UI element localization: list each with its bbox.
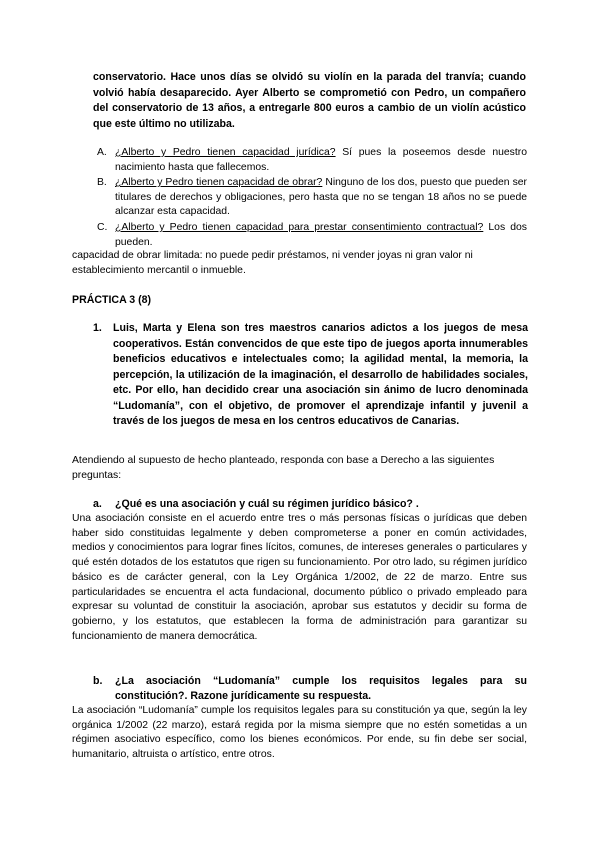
- answer-a: Una asociación consiste en el acuerdo entre tres o más personas físicas o jurídicas que deben haber sido constituidas legalmente y deben comprometerse a poner en común actividades, medios y conocimientos para lograr fines lícitos, comunes, de intereses generales o particulares y qué estén dotados de los estatutos que rigen su funcionamiento. Por otro lado, su régimen jurídico básico es de carácter general, con la Ley Orgánica 1/2002, de 22 de marzo. Entre sus particularidades se encuentra el acta fundacional, documento público o privado empleado para expresar su voluntad de constituir la asociación, aprobar sus estatutos y decidir su forma de gobierno, y los estatutos, que establecen la forma de administración para garantizar su funcionamiento de manera democrática.: [72, 513, 527, 642]
- list-marker: b.: [93, 675, 103, 687]
- case-continuation-paragraph: conservatorio. Hace unos días se olvidó su violín en la parada del tranvía; cuando volvió había desaparecido. Ayer Alberto se comprometió con Pedro, un compañero del conservatorio de 13 años, a entregarle 800 euros a cambio de un violín acústico que este último no utilizaba.: [93, 71, 526, 130]
- list-marker: C.: [97, 221, 108, 233]
- answer-text: Sí pues la poseemos desde nuestro nacimiento hasta que fallecemos.: [115, 147, 527, 173]
- question-text: ¿Alberto y Pedro tienen capacidad jurídica?: [115, 147, 336, 158]
- list-item: [93, 321, 528, 430]
- practice-case-list: [93, 321, 528, 430]
- list-marker: a.: [93, 498, 102, 510]
- list-item: [75, 176, 527, 220]
- list-item: [75, 146, 527, 175]
- question-text: ¿Alberto y Pedro tienen capacidad para prestar consentimiento contractual?: [115, 221, 484, 233]
- answer-text: Ninguno de los dos, puesto que pueden ser titulares de derechos y obligaciones, pero hasta que no se tengan 18 años no se puede alcanzar esta capacidad.: [115, 177, 527, 218]
- list-item: [75, 221, 527, 250]
- question-text: ¿Alberto y Pedro tienen capacidad de obrar?: [115, 177, 323, 189]
- question-text: ¿Qué es una asociación y cuál su régimen jurídico básico? .: [115, 498, 419, 510]
- practice-heading: PRÁCTICA 3 (8): [72, 294, 152, 306]
- list-marker: B.: [97, 177, 107, 189]
- instructions-paragraph: Atendiendo al supuesto de hecho planteado, responda con base a Derecho a las siguientes preguntas:: [72, 455, 495, 481]
- case-statement: Luis, Marta y Elena son tres maestros canarios adictos a los juegos de mesa cooperativos. Están convencidos de que este tipo de juegos aporta innumerables beneficios educativos e intelectuales como; la agilidad mental, la memoria, la percepción, la utilización de la imaginación, el desarrollo de habilidades sociales, etc. Por ello, han decidido crear una asociación sin ánimo de lucro denominada “Ludomanía”, con el objetivo, de promover el aprendizaje infantil y juvenil a través de los juegos de mesa en los centros educativos de Canarias.: [113, 322, 528, 427]
- sub-question-b: [93, 674, 527, 704]
- answer-b: La asociación “Ludomanía” cumple los requisitos legales para su constitución ya que, según la ley orgánica 1/2002 (22 marzo), estará regida por la misma siempre que no estén sometidas a un régimen asociativo específico, como los bienes económicos. Por ende, su fin debe ser social, humanitario, altruista o artístico, entre otros.: [72, 705, 527, 761]
- capacity-questions-list: [75, 146, 527, 251]
- sub-question-a: [93, 497, 527, 512]
- answer-text: Los dos pueden.: [115, 221, 527, 248]
- capacity-note: capacidad de obrar limitada: no puede pedir préstamos, ni vender joyas ni gran valor ni establecimiento mercantil o inmueble.: [72, 250, 473, 276]
- list-marker: A.: [97, 147, 107, 158]
- list-marker: 1.: [93, 322, 102, 334]
- question-text: ¿La asociación “Ludomanía” cumple los requisitos legales para su constitución?. Razone jurídicamente su respuesta.: [115, 675, 527, 702]
